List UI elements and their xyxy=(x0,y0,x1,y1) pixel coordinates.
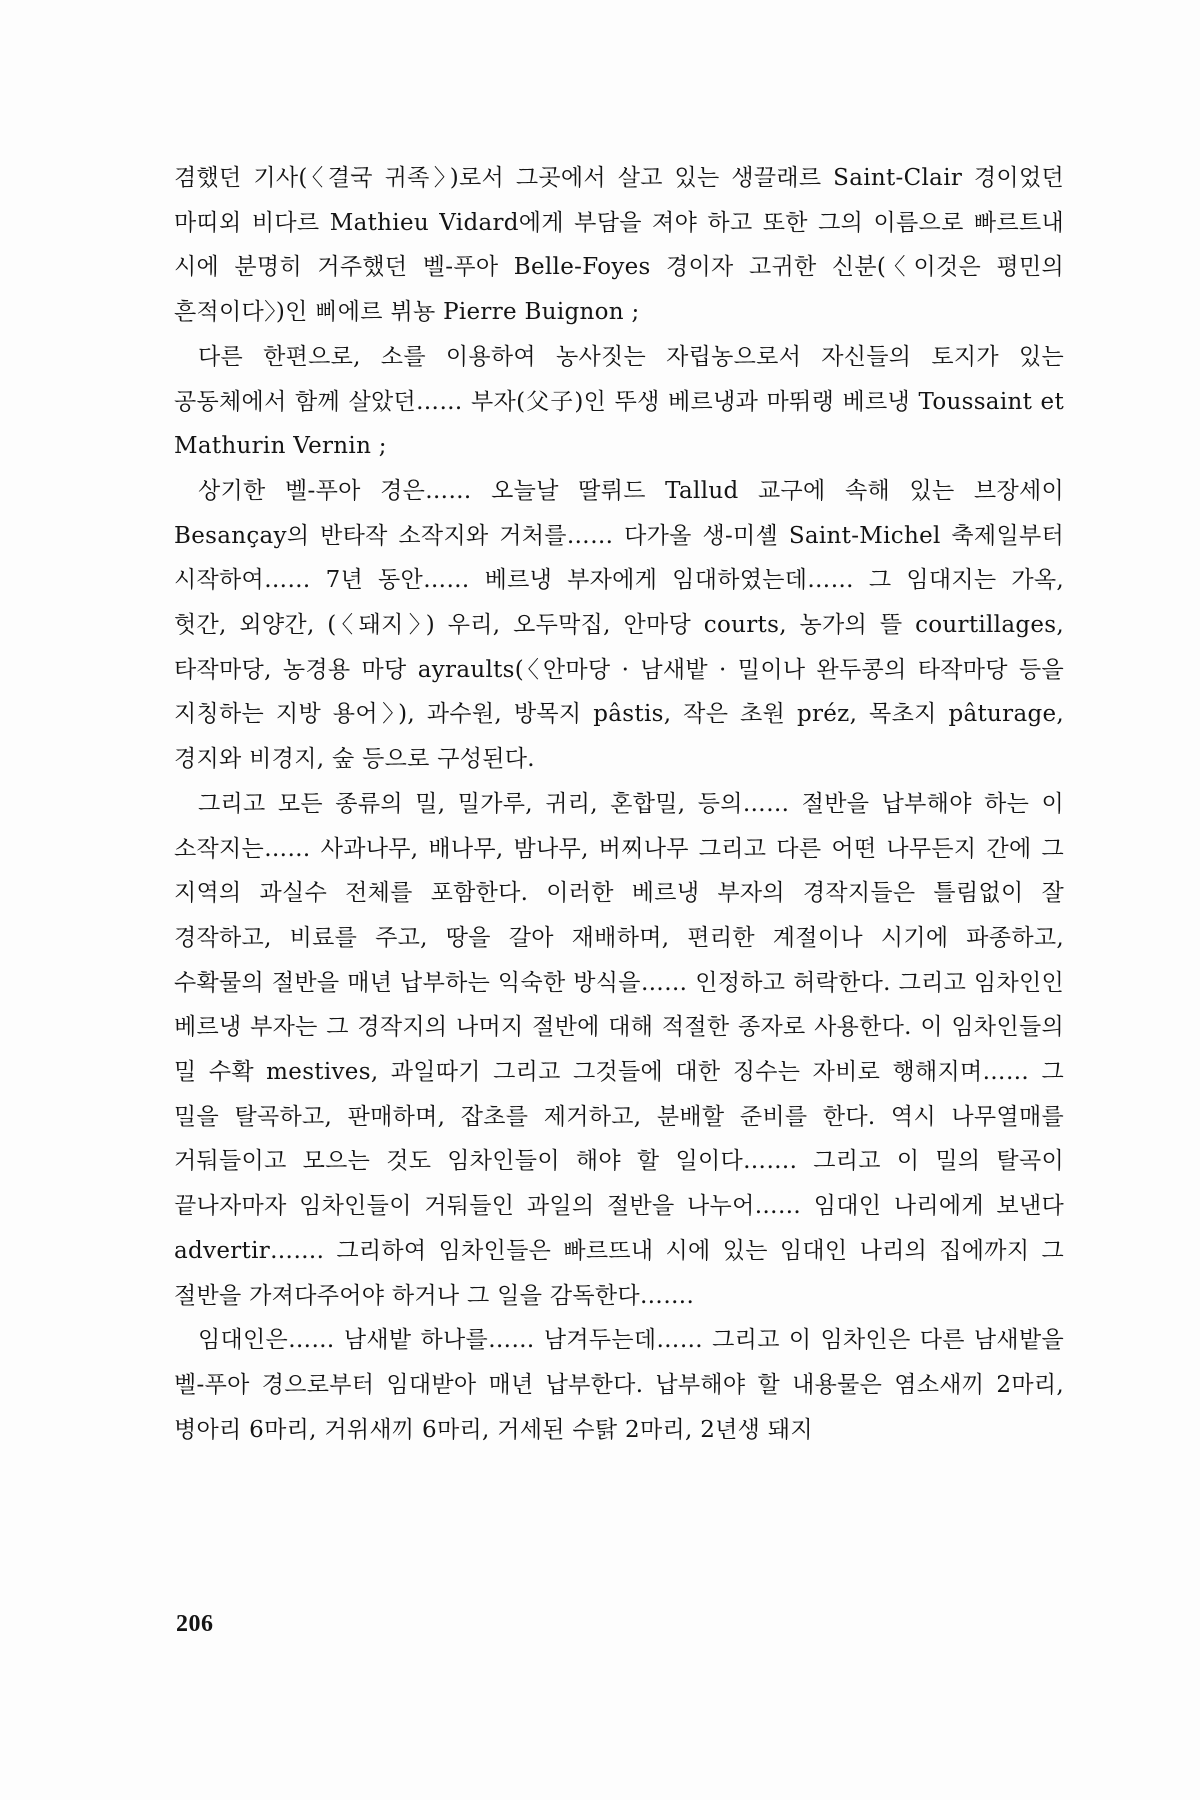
body-text xyxy=(174,156,1064,1452)
paragraph-2: 다른 한편으로, 소를 이용하여 농사짓는 자립농으로서 자신들의 토지가 있는 공동체에서 함께 살았던…… 부자(父子)인 뚜생 베르냉과 마뛰랭 베르냉 Toussaint et Mathurin Vernin ; xyxy=(174,343,1064,460)
paragraph-5: 임대인은…… 남새밭 하나를…… 남겨두는데…… 그리고 이 임차인은 다른 남새밭을 벨-푸아 경으로부터 임대받아 매년 납부한다. 납부해야 할 내용물은 염소새끼 2마리, 병아리 6마리, 거위새끼 6마리, 거세된 수탉 2마리, 2년생 돼지 xyxy=(174,1327,1064,1443)
paragraph-3: 상기한 벨-푸아 경은…… 오늘날 딸뤼드 Tallud 교구에 속해 있는 브장세이 Besançay의 반타작 소작지와 거처를…… 다가올 생-미셸 Saint-Michel 축제일부터 시작하여…… 7년 동안…… 베르냉 부자에게 임대하였는데…… 그 임대지는 가옥, 헛간, 외양간, (〈돼지〉) 우리, 오두막집, 안마당 courts, 농가의 뜰 courtillages, 타작마당, 농경용 마당 ayraults(〈안마당 · 남새밭 · 밀이나 완두콩의 타작마당 등을 지칭하는 지방 용어〉), 과수원, 방목지 pâstis, 작은 초원 préz, 목초지 pâturage, 경지와 비경지, 숲 등으로 구성된다. xyxy=(174,477,1064,773)
paragraph-4: 그리고 모든 종류의 밀, 밀가루, 귀리, 혼합밀, 등의…… 절반을 납부해야 하는 이 소작지는…… 사과나무, 배나무, 밤나무, 버찌나무 그리고 다른 어떤 나무든지 간에 그 지역의 과실수 전체를 포함한다. 이러한 베르냉 부자의 경작지들은 틀림없이 잘 경작하고, 비료를 주고, 땅을 갈아 재배하며, 편리한 계절이나 시기에 파종하고, 수확물의 절반을 매년 납부하는 익숙한 방식을…… 인정하고 허락한다. 그리고 임차인인 베르냉 부자는 그 경작지의 나머지 절반에 대해 적절한 종자로 사용한다. 이 임차인들의 밀 수확 mestives, 과일따기 그리고 그것들에 대한 징수는 자비로 행해지며…… 그 밀을 탈곡하고, 판매하며, 잡초를 제거하고, 분배할 준비를 한다. 역시 나무열매를 거둬들이고 모으는 것도 임차인들이 해야 할 일이다……. 그리고 이 밀의 탈곡이 끝나자마자 임차인들이 거둬들인 과일의 절반을 나누어…… 임대인 나리에게 보낸다 advertir……. 그리하여 임차인들은 빠르뜨내 시에 있는 임대인 나리의 집에까지 그 절반을 가져다주어야 하거나 그 일을 감독한다……. xyxy=(174,790,1064,1309)
paragraph-1: 겸했던 기사(〈결국 귀족〉)로서 그곳에서 살고 있는 생끌래르 Saint-Clair 경이었던 마띠외 비다르 Mathieu Vidard에게 부담을 져야 하고 또한 그의 이름으로 빠르트내 시에 분명히 거주했던 벨-푸아 Belle-Foyes 경이자 고귀한 신분(〈이것은 평민의 흔적이다〉)인 삐에르 뷔뇽 Pierre Buignon ; xyxy=(174,165,1064,326)
page-number: 206 xyxy=(176,1611,214,1637)
